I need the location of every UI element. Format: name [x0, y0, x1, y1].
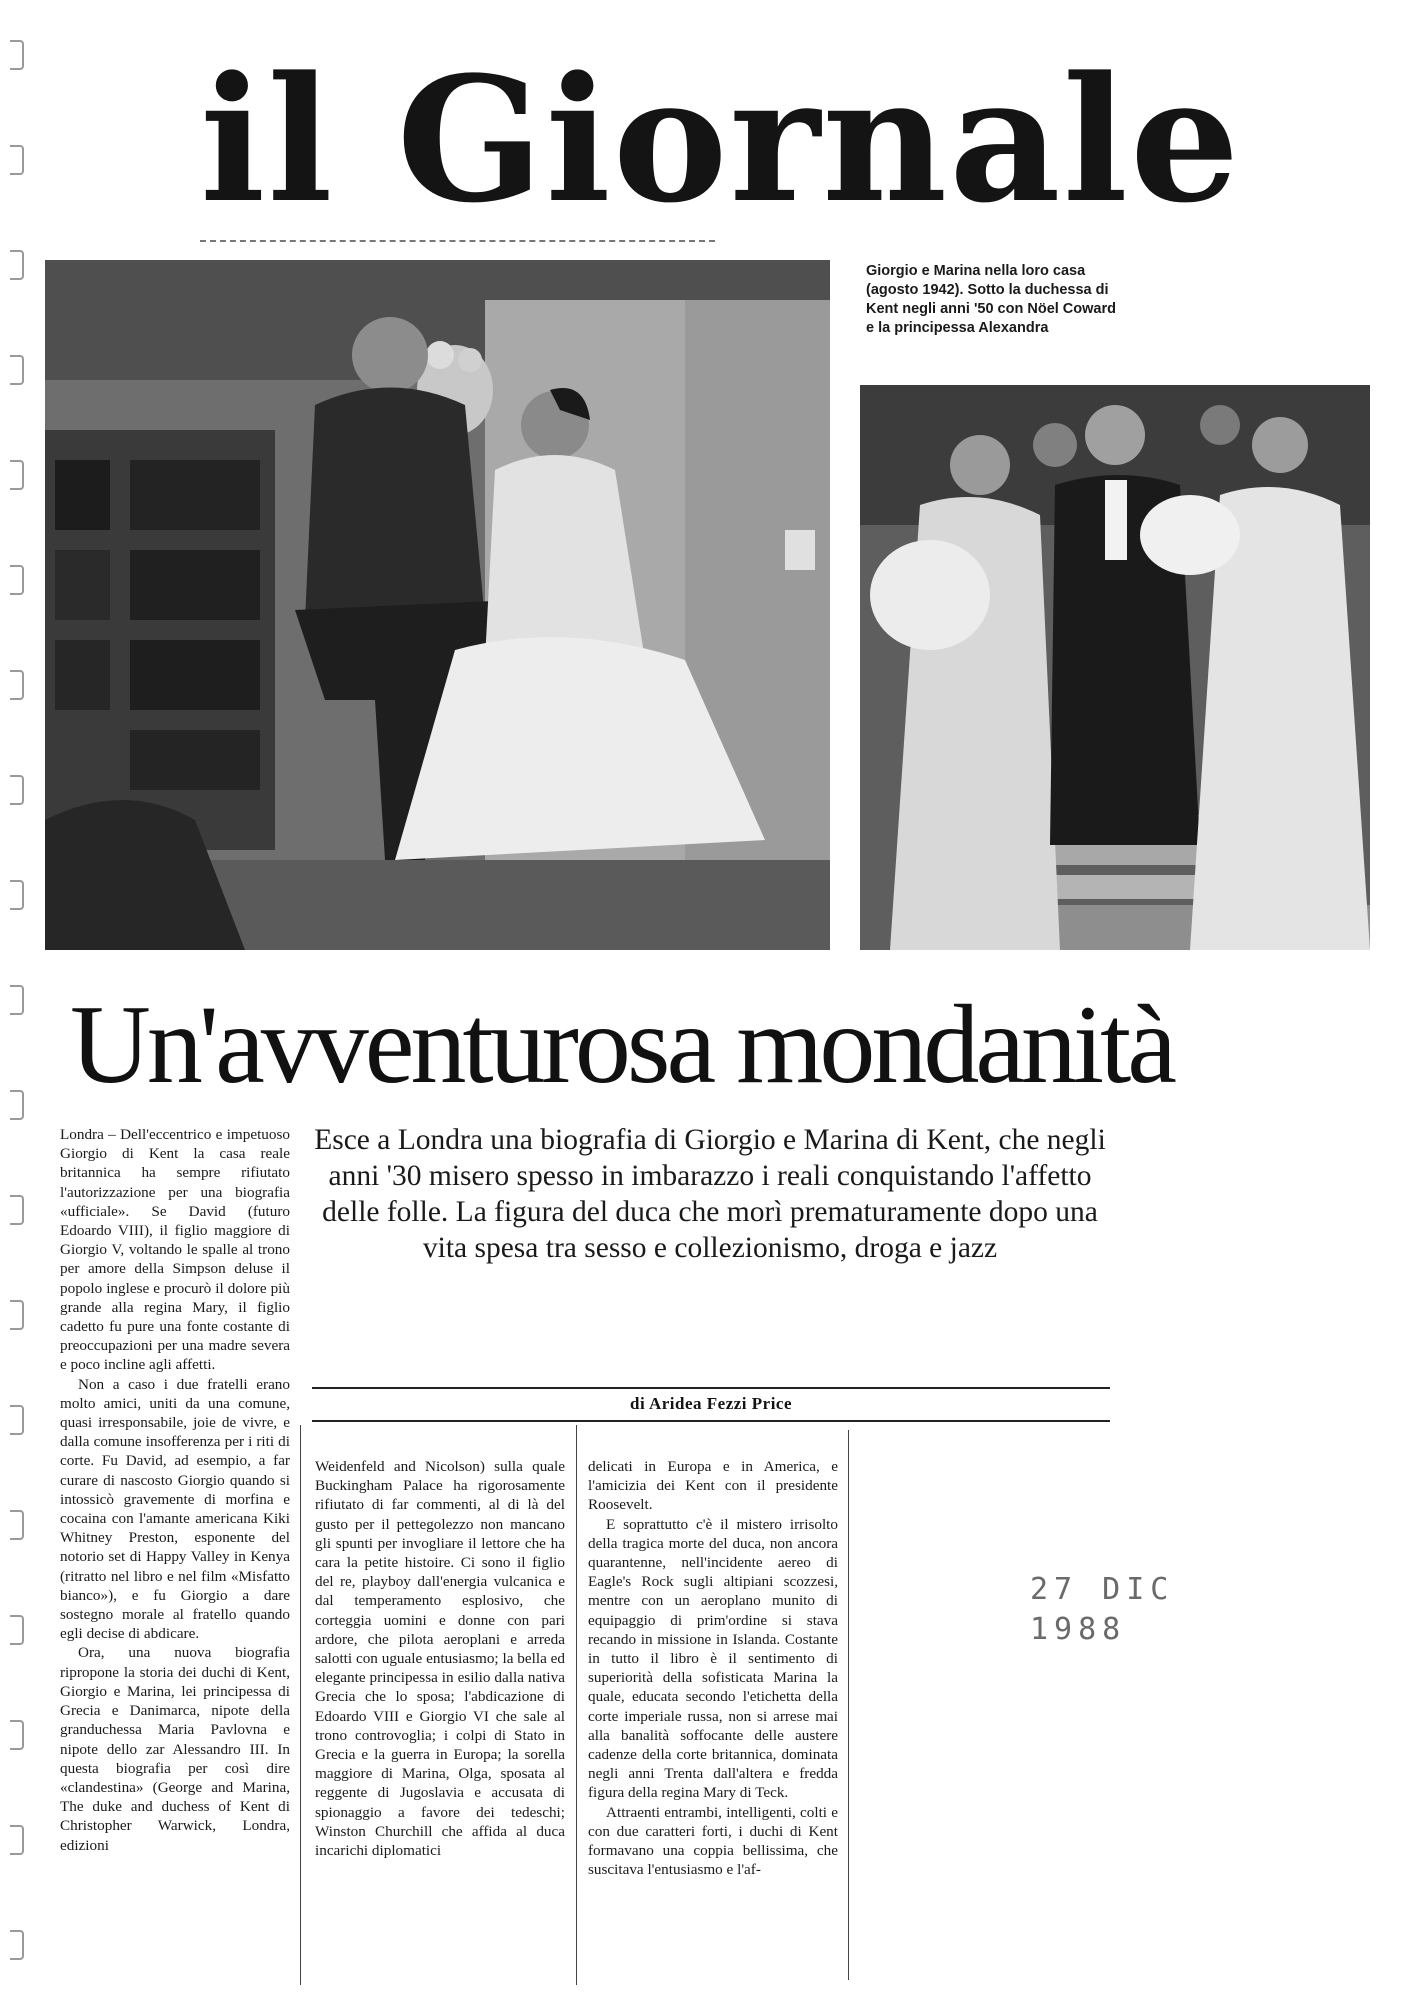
- article-headline: Un'avventurosa mondanità: [70, 983, 1173, 1107]
- paragraph: Ora, una nuova biografia ripropone la storia dei duchi di Kent, Giorgio e Marina, lei principessa di Grecia e Danimarca, nipote della granduchessa Maria Pavlovna e nipote dello zar Alessandro III. In questa biografia per così dire «clandestina» (George and Marina, The duke and duchess of Kent di Christopher Warwick, Londra, edizioni: [60, 1644, 290, 1854]
- binder-hole: [10, 1615, 24, 1645]
- date-stamp: 27 DIC 1988: [1030, 1572, 1175, 1647]
- binder-hole: [10, 145, 24, 175]
- binder-hole: [10, 565, 24, 595]
- column-rule: [300, 1425, 301, 1985]
- article-byline: di Aridea Fezzi Price: [629, 1394, 793, 1413]
- photo-couple-at-home: [45, 260, 830, 950]
- paragraph: Weidenfeld and Nicolson) sulla quale Buckingham Palace ha rigorosamente rifiutato di far commenti, al di là del gusto per il pettegolezzo non mancano gli spunti per invogliare il lettore che ha cara la petite histoire. Ci sono il figlio del re, playboy dall'energia vulcanica e dal temperamento esplosivo, che corteggia uomini e donne con pari ardore, che pilota aeroplani e arreda salotti con uguale entusiasmo; la bella ed elegante principessa in esilio dalla nativa Grecia che lo sposa; l'abdicazione di Edoardo VIII e Giorgio VI che sale al trono controvoglia; i colpi di Stato in Grecia e la guerra in Europa; la sorella maggiore di Marina, Olga, sposata al reggente di Jugoslavia e accusata di spionaggio a favore dei tedeschi; Winston Churchill che affida al duca incarichi diplomatici: [315, 1458, 565, 1860]
- binder-hole: [10, 775, 24, 805]
- article-column-2: [315, 1457, 565, 1982]
- paragraph: Attraenti entrambi, intelligenti, colti e con due caratteri forti, i duchi di Kent formavano una coppia bellissima, che suscitava l'entusiasmo e l'af-: [588, 1803, 838, 1879]
- article-column-1: [60, 1125, 290, 1985]
- binder-hole: [10, 1825, 24, 1855]
- newspaper-masthead: il Giornale: [200, 38, 1242, 241]
- binder-hole: [10, 1405, 24, 1435]
- masthead-rule: [200, 240, 715, 242]
- binder-hole: [10, 40, 24, 70]
- binder-hole: [10, 670, 24, 700]
- binder-hole: [10, 1720, 24, 1750]
- binder-hole: [10, 1090, 24, 1120]
- binder-hole: [10, 460, 24, 490]
- photo-duchess-illustration: [860, 385, 1370, 950]
- binder-hole: [10, 355, 24, 385]
- column-rule: [576, 1425, 577, 1985]
- binder-hole: [10, 250, 24, 280]
- binder-hole: [10, 880, 24, 910]
- byline-rule-top: [312, 1387, 1110, 1389]
- binder-hole: [10, 1930, 24, 1960]
- paragraph: delicati in Europa e in America, e l'amicizia dei Kent con il presidente Roosevelt.: [588, 1458, 838, 1514]
- paragraph: Londra – Dell'eccentrico e impetuoso Giorgio di Kent la casa reale britannica ha sempre rifiutato l'autorizzazione per una biografia «ufficiale». Se David (futuro Edoardo VIII), il figlio maggiore di Giorgio V, voltando le spalle al trono per amore della Simpson deluse il popolo inglese e procurò il dolore più grande alla regina Mary, il figlio cadetto fu pure una fonte costante di preoccupazioni per una madre severa e poco incline agli affetti.: [60, 1126, 290, 1374]
- photo-duchess-and-guests: [860, 385, 1370, 950]
- article-column-3: [588, 1457, 838, 1982]
- paragraph: E soprattutto c'è il mistero irrisolto della tragica morte del duca, non ancora quarantenne, nell'incidente aereo di Eagle's Rock sugli altipiani scozzesi, mentre con un aeroplano munito di equipaggio di prim'ordine si stava recando in missione in Islanda. Costante in tutto il libro è il sentimento di superiorità della sofisticata Marina la quale, educata secondo l'etichetta della corte imperiale russa, non si arrese mai alla banalità soffocante delle austere cadenze della corte britannica, dominata negli anni Trenta dall'altera e fredda figura della regina Mary di Teck.: [588, 1515, 838, 1802]
- photo-caption: Giorgio e Marina nella loro casa (agosto 1942). Sotto la duchessa di Kent negli anni '50 con Nöel Coward e la principessa Alexandra: [866, 263, 1116, 336]
- binder-hole: [10, 1195, 24, 1225]
- article-summary: Esce a Londra una biografia di Giorgio e Marina di Kent, che negli anni '30 misero spesso in imbarazzo i reali conquistando l'affetto delle folle. La figura del duca che morì prematuramente dopo una vita spesa tra sesso e collezionismo, droga e jazz: [314, 1124, 1106, 1264]
- binder-hole: [10, 985, 24, 1015]
- photo-couple-illustration: [45, 260, 830, 950]
- byline-rule-bottom: [312, 1420, 1110, 1422]
- column-rule: [848, 1430, 849, 1980]
- binder-hole: [10, 1300, 24, 1330]
- paragraph: Non a caso i due fratelli erano molto amici, uniti da una comune, quasi irresponsabile, joie de vivre, e dalla comune insofferenza per i riti di corte. Fu David, ad esempio, a far curare di nascosto Giorgio quando si intossicò gravemente di morfina e cocaina con l'amante americana Kiki Whitney Preston, esponente del notorio set di Happy Valley in Kenya (ritratto nel libro e nel film «Misfatto bianco»), e fu Giorgio a dare sostegno morale al fratello quando egli decise di abdicare.: [60, 1375, 290, 1643]
- binder-hole: [10, 1510, 24, 1540]
